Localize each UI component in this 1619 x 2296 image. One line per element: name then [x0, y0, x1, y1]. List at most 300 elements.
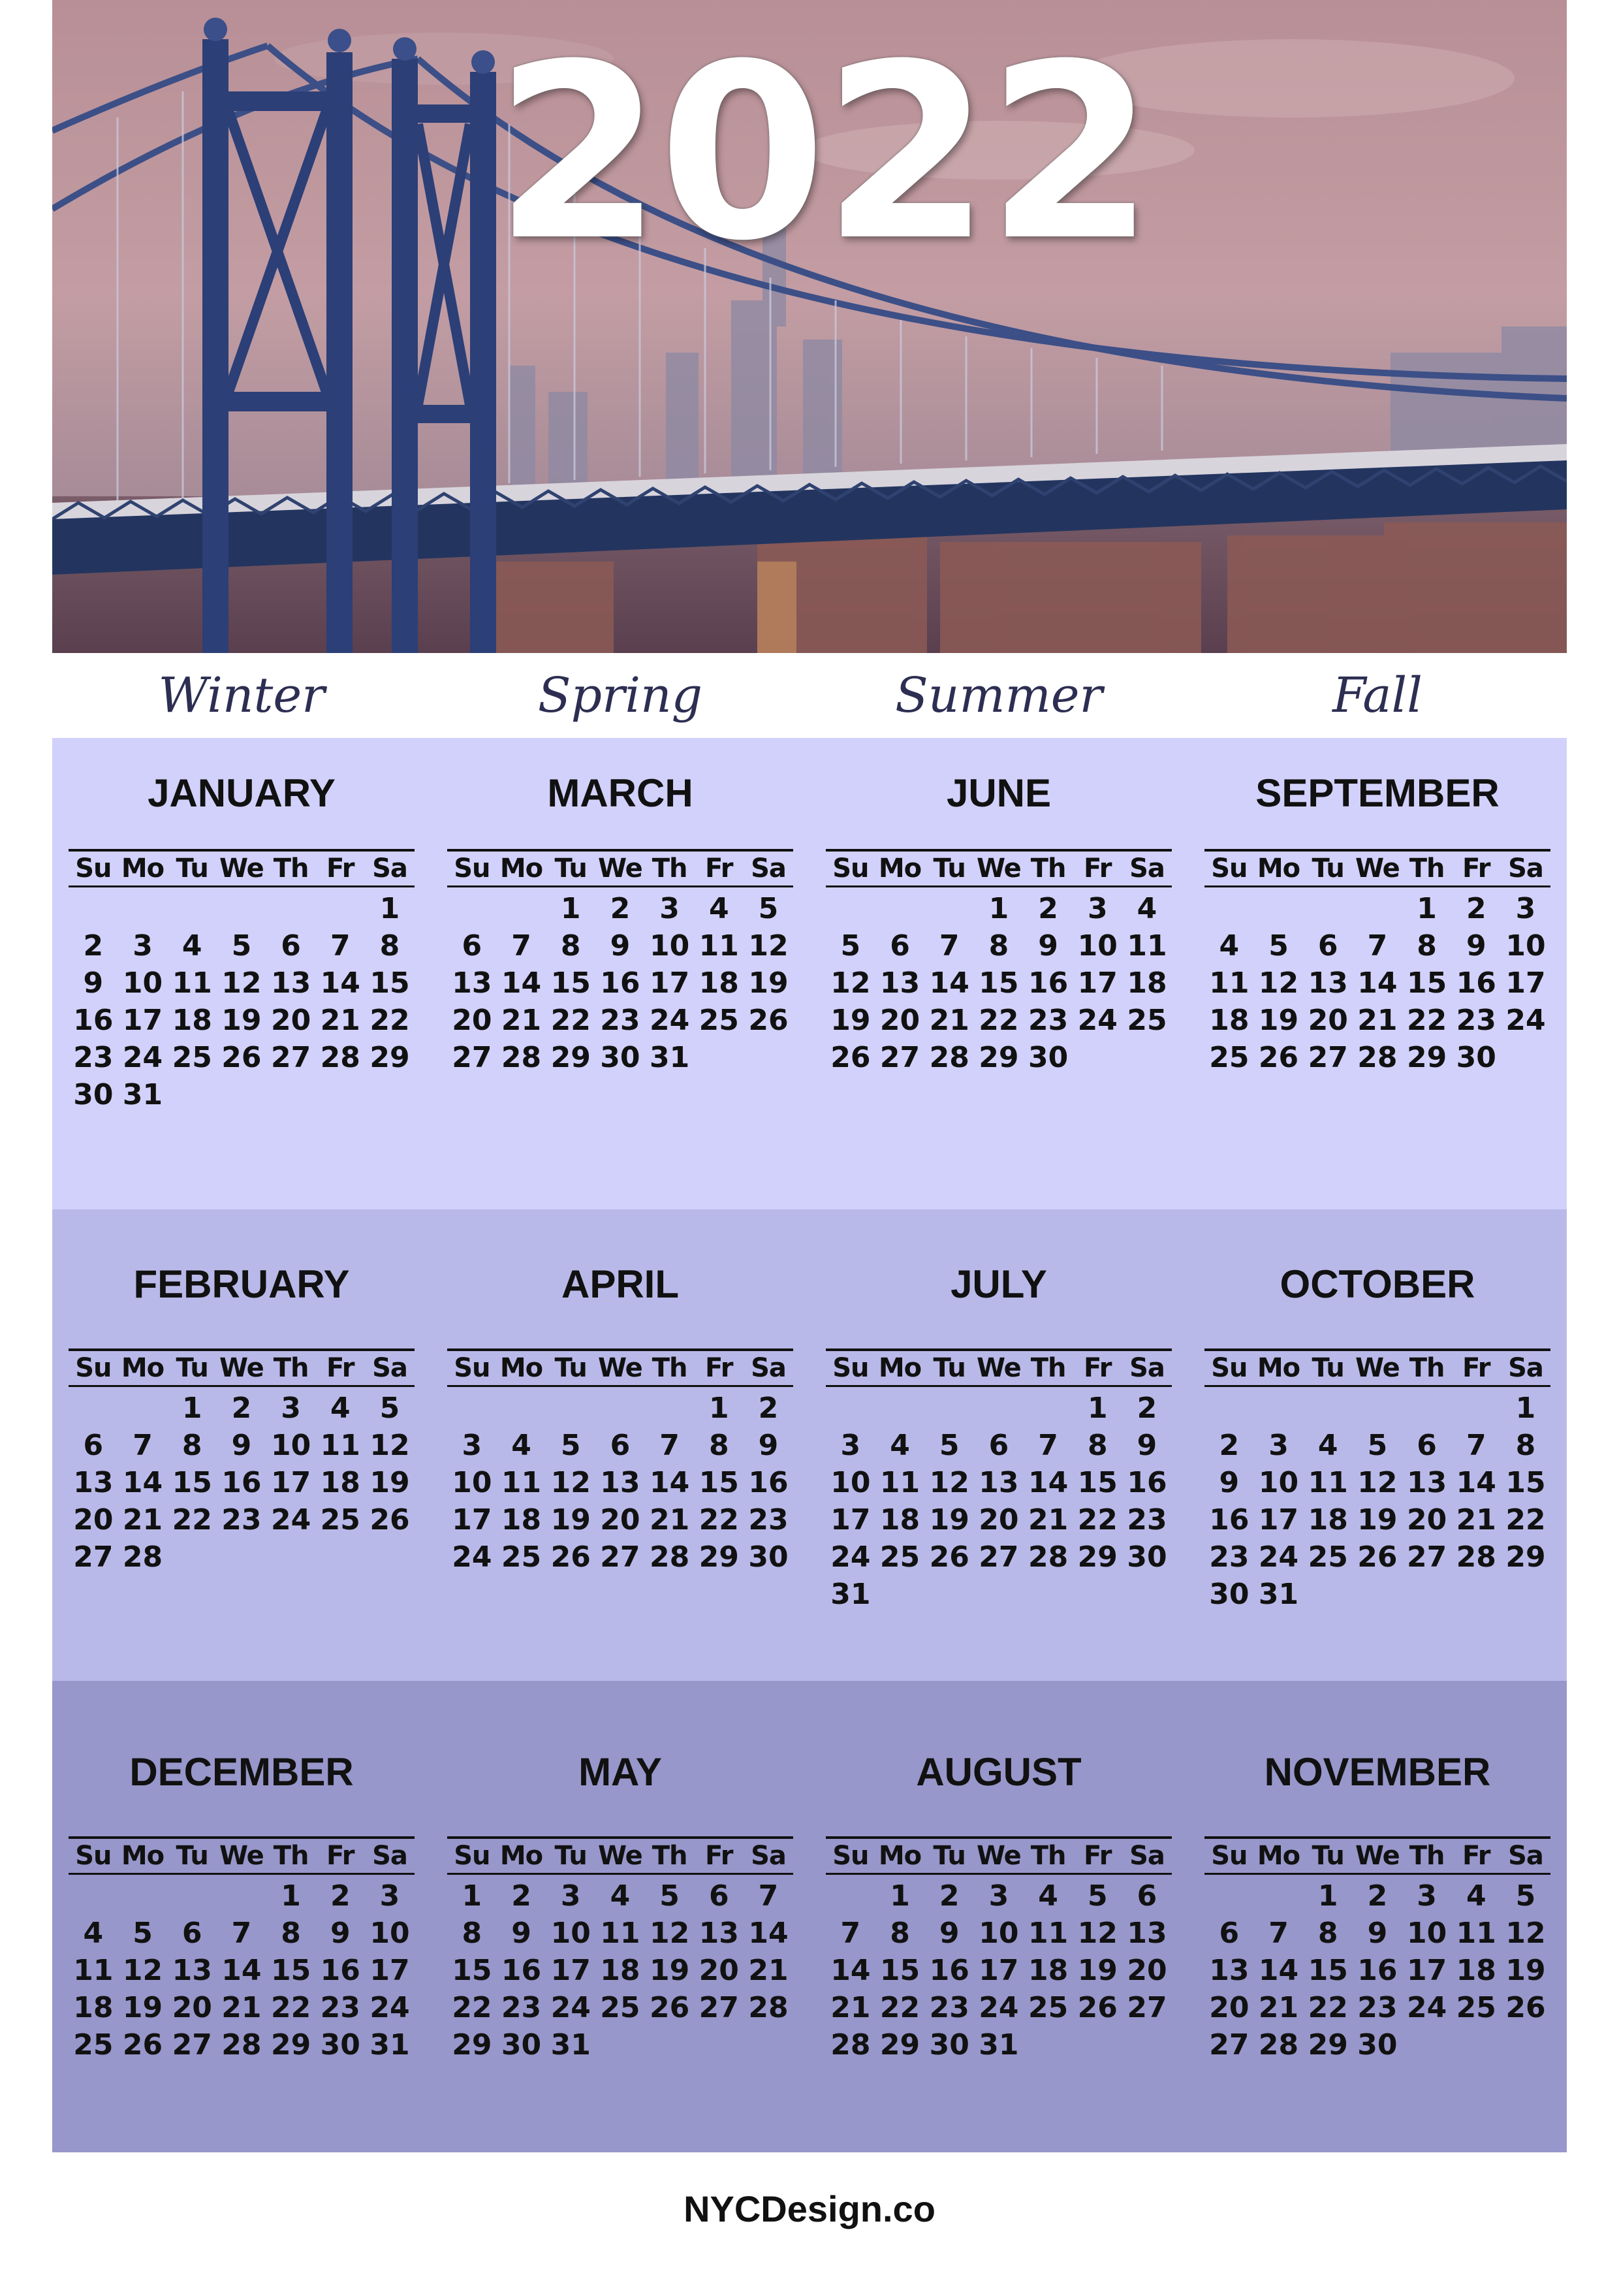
weekday-label: Tu: [933, 1841, 966, 1871]
month-name: MAY: [578, 1750, 662, 1794]
season-winter: Winter: [158, 667, 325, 724]
day-cell: 11: [501, 1466, 542, 1499]
day-cell: 9: [231, 1429, 252, 1462]
day-cell: 15: [979, 966, 1019, 1000]
day-cell: 27: [172, 2028, 212, 2062]
day-cell: [1303, 1576, 1353, 1613]
day-cell: [266, 890, 316, 927]
day-cell: 24: [649, 1004, 690, 1037]
day-cell: 22: [1308, 1991, 1348, 2024]
day-cell: 16: [748, 1466, 789, 1499]
day-cell: 19: [369, 1466, 410, 1499]
day-cell: 6: [181, 1917, 202, 1950]
day-cell: 29: [879, 2028, 920, 2062]
day-cell: 9: [1367, 1917, 1388, 1950]
day-cell: 6: [708, 1879, 729, 1913]
day-cell: 5: [133, 1917, 153, 1950]
month-july: [810, 1209, 1188, 1681]
day-cell: 14: [221, 1954, 262, 1987]
day-cell: 16: [1456, 966, 1496, 1000]
day-cell: 26: [1357, 1540, 1398, 1574]
week-row: [1204, 927, 1550, 965]
month-grid: [69, 1836, 415, 2064]
day-cell: [1204, 1877, 1254, 1915]
day-cell: [1353, 1576, 1402, 1613]
week-row: [1204, 965, 1550, 1002]
day-cell: 6: [1417, 1429, 1437, 1462]
day-cell: 4: [610, 1879, 631, 1913]
weekday-label: Th: [652, 1841, 687, 1871]
day-cell: [826, 1390, 875, 1427]
day-cell: 28: [320, 1041, 360, 1074]
season-band-2: [52, 1209, 1567, 1681]
month-april: [431, 1209, 810, 1681]
day-cell: 23: [929, 1991, 969, 2024]
day-cell: [1451, 1390, 1501, 1427]
weekday-label: We: [976, 1353, 1021, 1383]
weekday-label: Fr: [705, 853, 733, 884]
week-row: [1204, 1427, 1550, 1464]
day-cell: 3: [659, 892, 680, 925]
month-name: JUNE: [946, 771, 1052, 815]
day-cell: 21: [221, 1991, 262, 2024]
weekday-label: Th: [1030, 853, 1066, 884]
day-cell: 13: [270, 966, 311, 1000]
day-cell: 15: [1077, 1466, 1118, 1499]
week-row: [447, 1915, 793, 1952]
day-cell: 30: [1209, 1578, 1250, 1611]
day-cell: 5: [1087, 1879, 1108, 1913]
day-cell: 8: [379, 929, 400, 963]
day-cell: 17: [1406, 1954, 1447, 1987]
day-cell: 1: [1417, 892, 1437, 925]
weekday-label: Sa: [1129, 853, 1165, 884]
day-cell: 14: [122, 1466, 163, 1499]
day-cell: 21: [1258, 1991, 1299, 2024]
day-cell: 29: [550, 1041, 591, 1074]
day-cell: 2: [1466, 892, 1486, 925]
month-grid: [447, 1348, 793, 1576]
day-cell: 5: [758, 892, 779, 925]
day-cell: [217, 890, 266, 927]
weekday-label: Tu: [933, 853, 966, 884]
day-cell: 29: [369, 1041, 410, 1074]
week-row: [69, 1501, 415, 1539]
week-row: [826, 1915, 1172, 1952]
day-cell: 21: [830, 1991, 871, 2024]
day-cell: 26: [748, 1004, 789, 1037]
day-cell: 27: [600, 1540, 640, 1574]
weekday-header: [1204, 1351, 1550, 1387]
week-row: [69, 1427, 415, 1464]
day-cell: 19: [1077, 1954, 1118, 1987]
day-cell: 8: [281, 1917, 301, 1950]
weekday-header: [1204, 852, 1550, 887]
week-row: [1204, 1952, 1550, 1989]
day-cell: 29: [1505, 1540, 1546, 1574]
weekday-label: Su: [832, 1841, 869, 1871]
day-cell: 24: [830, 1540, 871, 1574]
day-cell: [1501, 1576, 1550, 1613]
month-name: JANUARY: [148, 771, 336, 815]
day-cell: 29: [452, 2028, 492, 2062]
day-cell: 27: [452, 1041, 492, 1074]
day-cell: 10: [1258, 1466, 1299, 1499]
day-cell: 30: [748, 1540, 789, 1574]
weekday-label: Su: [75, 853, 112, 884]
day-cell: 10: [1505, 929, 1546, 963]
week-row: [826, 890, 1172, 927]
day-cell: 19: [748, 966, 789, 1000]
day-cell: 13: [1308, 966, 1348, 1000]
day-cell: 19: [1357, 1503, 1398, 1537]
day-cell: [826, 890, 875, 927]
day-cell: 10: [270, 1429, 311, 1462]
day-cell: 23: [1357, 1991, 1398, 2024]
week-row: [826, 1464, 1172, 1501]
day-cell: 7: [231, 1917, 252, 1950]
day-cell: [1122, 1039, 1172, 1076]
hero-photo: [52, 0, 1567, 653]
day-cell: 24: [979, 1991, 1019, 2024]
day-cell: 28: [1258, 2028, 1299, 2062]
day-cell: 23: [1028, 1004, 1069, 1037]
weekday-label: Su: [454, 1353, 490, 1383]
day-cell: 1: [988, 892, 1009, 925]
week-row: [1204, 1039, 1550, 1076]
day-cell: 9: [1137, 1429, 1157, 1462]
weekday-label: Mo: [121, 1841, 165, 1871]
month-grid: [826, 1348, 1172, 1613]
day-cell: 21: [1357, 1004, 1398, 1037]
weekday-label: Mo: [499, 853, 543, 884]
weekday-label: Su: [75, 1841, 112, 1871]
day-cell: 21: [122, 1503, 163, 1537]
day-cell: 12: [830, 966, 871, 1000]
month-name: SEPTEMBER: [1255, 771, 1500, 815]
day-cell: [826, 1877, 875, 1915]
day-cell: 22: [369, 1004, 410, 1037]
day-cell: [924, 890, 974, 927]
weekday-label: Mo: [1257, 853, 1300, 884]
day-cell: 17: [649, 966, 690, 1000]
day-cell: 7: [133, 1429, 153, 1462]
day-cell: 26: [649, 1991, 690, 2024]
day-cell: [1501, 2026, 1550, 2064]
weekday-label: Sa: [751, 1353, 786, 1383]
weekday-label: Tu: [1312, 1841, 1344, 1871]
day-cell: 29: [699, 1540, 739, 1574]
day-cell: 23: [221, 1503, 262, 1537]
day-cell: 1: [181, 1392, 202, 1425]
month-grid: [1204, 1348, 1550, 1613]
day-cell: 18: [699, 966, 739, 1000]
day-cell: 25: [172, 1041, 212, 1074]
day-cell: 7: [758, 1879, 779, 1913]
day-cell: [1451, 2026, 1501, 2064]
week-row: [1204, 1989, 1550, 2026]
weekday-label: Mo: [878, 853, 922, 884]
day-cell: 15: [1505, 1466, 1546, 1499]
day-cell: 27: [1406, 1540, 1447, 1574]
day-cell: 20: [270, 1004, 311, 1037]
day-cell: [315, 890, 365, 927]
day-cell: 23: [748, 1503, 789, 1537]
day-cell: [924, 1576, 974, 1613]
week-row: [447, 1002, 793, 1039]
day-cell: [497, 890, 546, 927]
day-cell: 30: [320, 2028, 360, 2062]
day-cell: 13: [172, 1954, 212, 1987]
week-row: [1204, 1877, 1550, 1915]
day-cell: 1: [379, 892, 400, 925]
day-cell: 1: [560, 892, 581, 925]
day-cell: [167, 1076, 217, 1113]
weekday-label: Tu: [933, 1353, 966, 1383]
week-row: [826, 965, 1172, 1002]
week-row: [826, 2026, 1172, 2064]
day-cell: [645, 2026, 695, 2064]
day-cell: 8: [462, 1917, 482, 1950]
day-cell: 21: [929, 1004, 969, 1037]
month-march: [431, 738, 810, 1209]
weekday-label: Tu: [1312, 853, 1344, 884]
season-band-3: [52, 1681, 1567, 2152]
day-cell: 2: [1137, 1392, 1157, 1425]
day-cell: 14: [1456, 1466, 1496, 1499]
day-cell: 23: [73, 1041, 114, 1074]
day-cell: 18: [879, 1503, 920, 1537]
day-cell: 7: [939, 929, 960, 963]
day-cell: 22: [979, 1004, 1019, 1037]
day-cell: 21: [748, 1954, 789, 1987]
day-cell: 14: [830, 1954, 871, 1987]
day-cell: 13: [879, 966, 920, 1000]
day-cell: 29: [1406, 1041, 1447, 1074]
day-cell: 4: [890, 1429, 910, 1462]
week-row: [826, 1576, 1172, 1613]
day-cell: 26: [830, 1041, 871, 1074]
day-cell: [1451, 1576, 1501, 1613]
day-cell: [1122, 2026, 1172, 2064]
day-cell: 2: [939, 1879, 960, 1913]
day-cell: [1254, 1877, 1304, 1915]
day-cell: 19: [122, 1991, 163, 2024]
day-cell: 13: [699, 1917, 739, 1950]
day-cell: 27: [1209, 2028, 1250, 2062]
day-cell: [365, 1076, 415, 1113]
day-cell: 4: [1137, 892, 1157, 925]
day-cell: 3: [379, 1879, 400, 1913]
day-cell: 20: [979, 1503, 1019, 1537]
weekday-label: Su: [1211, 1353, 1248, 1383]
day-cell: 24: [270, 1503, 311, 1537]
day-cell: 11: [172, 966, 212, 1000]
day-cell: 18: [1127, 966, 1167, 1000]
day-cell: 18: [172, 1004, 212, 1037]
day-cell: 19: [221, 1004, 262, 1037]
day-cell: 9: [610, 929, 631, 963]
day-cell: [1254, 890, 1304, 927]
day-cell: 23: [501, 1991, 542, 2024]
day-cell: 8: [1515, 1429, 1536, 1462]
day-cell: 3: [462, 1429, 482, 1462]
weekday-label: Sa: [372, 1353, 407, 1383]
day-cell: 24: [452, 1540, 492, 1574]
day-cell: 15: [879, 1954, 920, 1987]
day-cell: 14: [1258, 1954, 1299, 1987]
day-cell: 15: [699, 1466, 739, 1499]
day-cell: 15: [270, 1954, 311, 1987]
day-cell: 5: [379, 1392, 400, 1425]
day-cell: 6: [890, 929, 910, 963]
day-cell: 14: [501, 966, 542, 1000]
day-cell: 20: [172, 1991, 212, 2024]
day-cell: 6: [83, 1429, 104, 1462]
day-cell: 4: [708, 892, 729, 925]
day-cell: 11: [1308, 1466, 1348, 1499]
day-cell: 21: [501, 1004, 542, 1037]
month-grid: [1204, 1836, 1550, 2064]
day-cell: [694, 2026, 744, 2064]
day-cell: 15: [1406, 966, 1447, 1000]
day-cell: 11: [320, 1429, 360, 1462]
day-cell: 26: [1258, 1041, 1299, 1074]
day-cell: [974, 1390, 1024, 1427]
day-cell: 28: [748, 1991, 789, 2024]
day-cell: 22: [172, 1503, 212, 1537]
day-cell: 7: [1367, 929, 1388, 963]
day-cell: 10: [979, 1917, 1019, 1950]
day-cell: 31: [369, 2028, 410, 2062]
day-cell: 26: [1505, 1991, 1546, 2024]
day-cell: 7: [511, 929, 531, 963]
week-row: [1204, 1464, 1550, 1501]
season-row: [52, 653, 1567, 738]
day-cell: [1402, 2026, 1452, 2064]
day-cell: 23: [600, 1004, 640, 1037]
day-cell: 28: [501, 1041, 542, 1074]
week-row: [69, 1989, 415, 2026]
day-cell: 25: [1127, 1004, 1167, 1037]
day-cell: [1024, 2026, 1073, 2064]
month-grid: [826, 849, 1172, 1076]
day-cell: [69, 890, 118, 927]
weekday-label: Su: [454, 853, 490, 884]
day-cell: 11: [73, 1954, 114, 1987]
month-october: [1188, 1209, 1567, 1681]
day-cell: [266, 1076, 316, 1113]
week-row: [826, 1952, 1172, 1989]
day-cell: [447, 890, 497, 927]
month-february: [52, 1209, 431, 1681]
day-cell: 3: [560, 1879, 581, 1913]
day-cell: 19: [830, 1004, 871, 1037]
day-cell: 20: [600, 1503, 640, 1537]
day-cell: 25: [1209, 1041, 1250, 1074]
day-cell: 18: [320, 1466, 360, 1499]
weekday-label: Fr: [1462, 1841, 1490, 1871]
month-name: DECEMBER: [129, 1750, 354, 1794]
week-row: [826, 1539, 1172, 1576]
day-cell: 17: [830, 1503, 871, 1537]
day-cell: 7: [1038, 1429, 1058, 1462]
day-cell: 21: [649, 1503, 690, 1537]
day-cell: 5: [1367, 1429, 1388, 1462]
day-cell: 26: [221, 1041, 262, 1074]
day-cell: [546, 1390, 595, 1427]
day-cell: 16: [73, 1004, 114, 1037]
week-row: [69, 1464, 415, 1501]
day-cell: 21: [1028, 1503, 1069, 1537]
day-cell: 13: [1406, 1466, 1447, 1499]
week-row: [447, 1952, 793, 1989]
day-cell: 17: [979, 1954, 1019, 1987]
weekday-header: [447, 852, 793, 887]
day-cell: [1402, 1390, 1452, 1427]
day-cell: 26: [122, 2028, 163, 2062]
day-cell: [595, 2026, 645, 2064]
weekday-label: We: [597, 1841, 642, 1871]
day-cell: 22: [550, 1004, 591, 1037]
weekday-label: Fr: [705, 1353, 733, 1383]
day-cell: 2: [330, 1879, 351, 1913]
day-cell: 7: [1466, 1429, 1486, 1462]
week-row: [1204, 1390, 1550, 1427]
week-row: [826, 1002, 1172, 1039]
day-cell: 18: [1456, 1954, 1496, 1987]
day-cell: 9: [330, 1917, 351, 1950]
day-cell: 17: [270, 1466, 311, 1499]
weekday-header: [1204, 1839, 1550, 1875]
week-row: [1204, 1915, 1550, 1952]
day-cell: 1: [1087, 1392, 1108, 1425]
week-row: [1204, 1002, 1550, 1039]
weekday-label: Fr: [326, 1841, 354, 1871]
week-row: [447, 1039, 793, 1076]
day-cell: [69, 1390, 118, 1427]
day-cell: 12: [929, 1466, 969, 1499]
day-cell: 15: [172, 1466, 212, 1499]
day-cell: 30: [929, 2028, 969, 2062]
day-cell: 10: [1077, 929, 1118, 963]
day-cell: 29: [1077, 1540, 1118, 1574]
day-cell: 29: [1308, 2028, 1348, 2062]
weekday-label: Th: [273, 1353, 309, 1383]
day-cell: 19: [929, 1503, 969, 1537]
day-cell: 15: [369, 966, 410, 1000]
day-cell: 11: [1456, 1917, 1496, 1950]
month-grid: [826, 1836, 1172, 2064]
day-cell: 12: [221, 966, 262, 1000]
weekday-label: Mo: [121, 853, 165, 884]
weekday-label: Su: [75, 1353, 112, 1383]
day-cell: 8: [1317, 1917, 1338, 1950]
day-cell: 14: [1028, 1466, 1069, 1499]
day-cell: 2: [1219, 1429, 1240, 1462]
week-row: [826, 1989, 1172, 2026]
day-cell: 23: [320, 1991, 360, 2024]
day-cell: [595, 1390, 645, 1427]
day-cell: 8: [1087, 1429, 1108, 1462]
month-name: AUGUST: [916, 1750, 1082, 1794]
day-cell: 3: [840, 1429, 861, 1462]
day-cell: 27: [1308, 1041, 1348, 1074]
day-cell: 23: [1209, 1540, 1250, 1574]
day-cell: 1: [1515, 1392, 1536, 1425]
day-cell: 10: [122, 966, 163, 1000]
day-cell: [744, 2026, 793, 2064]
